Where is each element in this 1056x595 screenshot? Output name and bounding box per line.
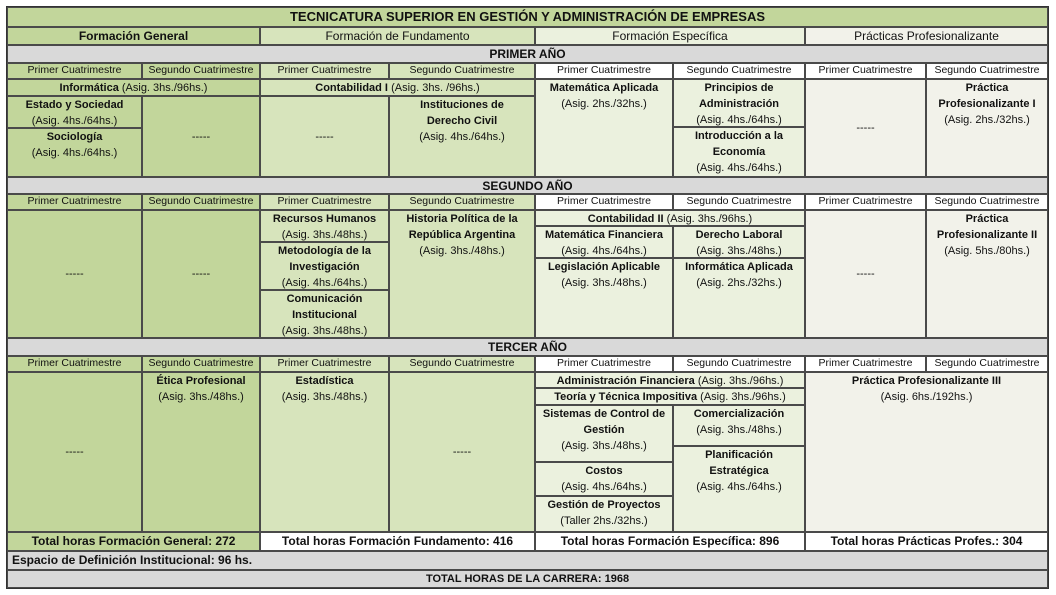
y2-prac-segundo: Segundo Cuatrimestre: [926, 194, 1048, 210]
subject-planificacion-estrategica: Planificación Estratégica (Asig. 4hs./64hs.): [673, 446, 805, 532]
y1-fund-segundo: Segundo Cuatrimestre: [389, 63, 535, 79]
subject-introduccion-economia: Introducción a la Economía (Asig. 4hs./64hs.): [673, 127, 805, 177]
subject-administracion-financiera: Administración Financiera (Asig. 3hs./96hs.): [535, 372, 805, 388]
empty-cell: -----: [7, 372, 142, 532]
y3-esp-primer: Primer Cuatrimestre: [535, 356, 673, 372]
y2-general-primer: Primer Cuatrimestre: [7, 194, 142, 210]
subject-estadistica: Estadística (Asig. 3hs./48hs.): [260, 372, 389, 532]
y1-prac-segundo: Segundo Cuatrimestre: [926, 63, 1048, 79]
empty-cell: -----: [7, 210, 142, 338]
subject-teoria-tecnica-impositiva: Teoría y Técnica Impositiva (Asig. 3hs./96hs.): [535, 388, 805, 405]
y3-prac-primer: Primer Cuatrimestre: [805, 356, 926, 372]
y3-general-primer: Primer Cuatrimestre: [7, 356, 142, 372]
y3-general-segundo: Segundo Cuatrimestre: [142, 356, 260, 372]
subject-derecho-laboral: Derecho Laboral (Asig. 3hs./48hs.): [673, 226, 805, 258]
subject-gestion-proyectos: Gestión de Proyectos (Taller 2hs./32hs.): [535, 496, 673, 532]
area-general-header: Formación General: [7, 27, 260, 45]
subject-contabilidad-1: Contabilidad I (Asig. 3hs. /96hs.): [260, 79, 535, 96]
empty-cell: -----: [260, 96, 389, 177]
y1-general-segundo: Segundo Cuatrimestre: [142, 63, 260, 79]
subject-historia-politica: Historia Política de la República Argentina (Asig. 3hs./48hs.): [389, 210, 535, 338]
page-title: TECNICATURA SUPERIOR EN GESTIÓN Y ADMINISTRACIÓN DE EMPRESAS: [7, 7, 1048, 27]
subject-metodologia-investigacion: Metodología de la Investigación (Asig. 4hs./64hs.): [260, 242, 389, 290]
total-practicas: Total horas Prácticas Profes.: 304: [805, 532, 1048, 551]
total-general: Total horas Formación General: 272: [7, 532, 260, 551]
y1-esp-segundo: Segundo Cuatrimestre: [673, 63, 805, 79]
subject-costos: Costos (Asig. 4hs./64hs.): [535, 462, 673, 496]
subject-informatica: Informática (Asig. 3hs./96hs.): [7, 79, 260, 96]
subject-informatica-aplicada: Informática Aplicada (Asig. 2hs./32hs.): [673, 258, 805, 338]
subject-sistemas-control-gestion: Sistemas de Control de Gestión (Asig. 3hs./48hs.): [535, 405, 673, 462]
y1-esp-primer: Primer Cuatrimestre: [535, 63, 673, 79]
y1-prac-primer: Primer Cuatrimestre: [805, 63, 926, 79]
subject-sociologia: Sociología (Asig. 4hs./64hs.): [7, 128, 142, 177]
subject-comunicacion-institucional: Comunicación Institucional (Asig. 3hs./48hs.): [260, 290, 389, 338]
year-1-header: PRIMER AÑO: [7, 45, 1048, 63]
y2-esp-segundo: Segundo Cuatrimestre: [673, 194, 805, 210]
y3-prac-segundo: Segundo Cuatrimestre: [926, 356, 1048, 372]
subject-practica-3: Práctica Profesionalizante III (Asig. 6hs./192hs.): [805, 372, 1048, 532]
y2-esp-primer: Primer Cuatrimestre: [535, 194, 673, 210]
empty-cell: -----: [805, 210, 926, 338]
year-3-header: TERCER AÑO: [7, 338, 1048, 356]
subject-legislacion-aplicable: Legislación Aplicable (Asig. 3hs./48hs.): [535, 258, 673, 338]
y2-fund-segundo: Segundo Cuatrimestre: [389, 194, 535, 210]
subject-etica-profesional: Ética Profesional (Asig. 3hs./48hs.): [142, 372, 260, 532]
empty-cell: -----: [805, 79, 926, 177]
subject-matematica-aplicada: Matemática Aplicada (Asig. 2hs./32hs.): [535, 79, 673, 177]
y2-general-segundo: Segundo Cuatrimestre: [142, 194, 260, 210]
y3-fund-segundo: Segundo Cuatrimestre: [389, 356, 535, 372]
area-fundamento-header: Formación de Fundamento: [260, 27, 535, 45]
subject-recursos-humanos: Recursos Humanos (Asig. 3hs./48hs.): [260, 210, 389, 242]
empty-cell: -----: [389, 372, 535, 532]
y1-general-primer: Primer Cuatrimestre: [7, 63, 142, 79]
espacio-institucional: Espacio de Definición Institucional: 96 hs.: [7, 551, 1048, 570]
subject-derecho-civil: Instituciones de Derecho Civil (Asig. 4hs./64hs.): [389, 96, 535, 177]
area-practicas-header: Prácticas Profesionalizante: [805, 27, 1048, 45]
empty-cell: -----: [142, 210, 260, 338]
subject-principios-administracion: Principios de Administración (Asig. 4hs./64hs.): [673, 79, 805, 127]
subject-matematica-financiera: Matemática Financiera (Asig. 4hs./64hs.): [535, 226, 673, 258]
y2-fund-primer: Primer Cuatrimestre: [260, 194, 389, 210]
y2-prac-primer: Primer Cuatrimestre: [805, 194, 926, 210]
empty-cell: -----: [142, 96, 260, 177]
subject-practica-1: Práctica Profesionalizante I (Asig. 2hs./32hs.): [926, 79, 1048, 177]
area-especifica-header: Formación Específica: [535, 27, 805, 45]
total-especifica: Total horas Formación Específica: 896: [535, 532, 805, 551]
total-carrera: TOTAL HORAS DE LA CARRERA: 1968: [7, 570, 1048, 588]
subject-practica-2: Práctica Profesionalizante II (Asig. 5hs./80hs.): [926, 210, 1048, 338]
subject-comercializacion: Comercialización (Asig. 3hs./48hs.): [673, 405, 805, 446]
y3-fund-primer: Primer Cuatrimestre: [260, 356, 389, 372]
y3-esp-segundo: Segundo Cuatrimestre: [673, 356, 805, 372]
year-2-header: SEGUNDO AÑO: [7, 177, 1048, 194]
y1-fund-primer: Primer Cuatrimestre: [260, 63, 389, 79]
subject-estado-sociedad: Estado y Sociedad (Asig. 4hs./64hs.): [7, 96, 142, 128]
total-fundamento: Total horas Formación Fundamento: 416: [260, 532, 535, 551]
subject-contabilidad-2: Contabilidad II (Asig. 3hs./96hs.): [535, 210, 805, 226]
